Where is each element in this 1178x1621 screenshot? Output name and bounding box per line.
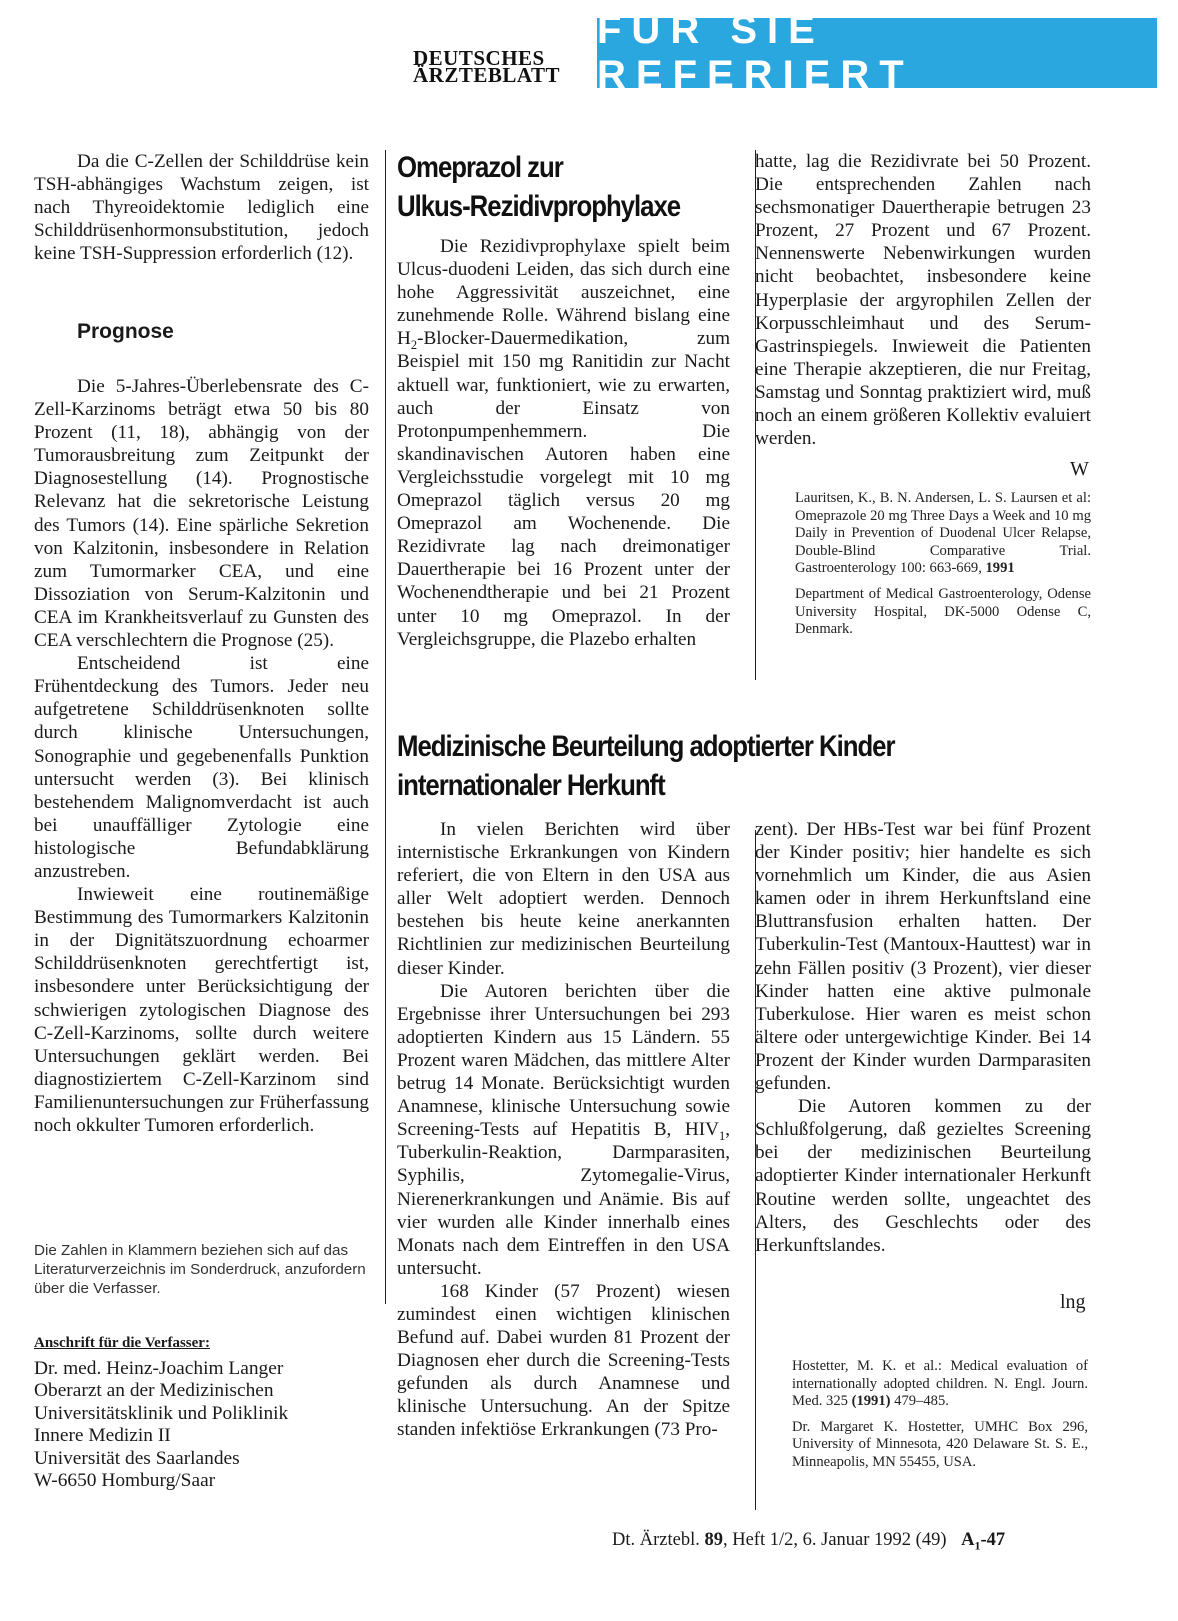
paragraph-continued: zent). Der HBs-Test war bei fünf Prozent der Kinder positiv; hier handelte es sich vornehmlich um Kinder, die aus Asien kamen oder in ihrem Herkunftsland eine Bluttransfusion erhalten hatten. Der Tuberkulin-Test (Mantoux-Hauttest) war in zehn Fällen positiv (3 Prozent), vier dieser Kinder hatten eine aktive pulmonale Tuberkulose. Hier waren es meist schon ältere oder untergewichtige Kinder. Bei 14 Prozent der Kinder wurden Darmparasiten gefunden.: [755, 819, 1091, 1095]
article1-col2: [755, 150, 1091, 450]
address-line: Innere Medizin II: [34, 1425, 171, 1447]
title-line: Omeprazol zur: [397, 151, 563, 184]
logo-line-1: DEUTSCHES: [413, 46, 545, 70]
left-body: [34, 375, 369, 1137]
article2-references: [792, 1358, 1088, 1472]
paragraph: Die 5-Jahres-Überlebensrate des C-Zell-Karzinoms beträgt etwa 50 bis 80 Prozent (11, 18), abhängig von der Tumorausbreitung zum Zeitpunkt der Diagnosestellung (14). Prognostische Relevanz hat die sekretorische Leistung des Tumors (14). Eine spärliche Sekretion von Kalzitonin, insbesondere in Relation zum Tumormarker CEA, und eine Dissoziation von Serum-Kalzitonin und CEA im Krankheitsverlauf zu Gunsten des CEA verschlechtern die Prognose (25).: [34, 376, 369, 652]
heading-prognose: Prognose: [77, 320, 174, 343]
section-banner: FÜR SIE REFERIERT: [597, 18, 1157, 88]
address-line: W-6650 Homburg/Saar: [34, 1470, 216, 1492]
paragraph: Die Autoren berichten über die Ergebnisse ihrer Untersuchungen bei 293 adoptierten Kindern aus 15 Ländern. 55 Prozent waren Mädchen, das mittlere Alter betrug 14 Monate. Berücksichtigt wurden Anamnese, klinische Untersuchung sowie Screening-Tests auf Hepatitis B, $HIV_1$, Tuberkulin-Reaktion, Darmparasiten, Syphilis, Zytomegalie-Virus, Nierenerkrankungen und Anämie. Bis auf vier wurden alle Kinder innerhalb eines Monats nach dem Eintreffen in den USA untersucht.: [397, 980, 730, 1279]
reference-address: Dr. Margaret K. Hostetter, UMHC Box 296, University of Minnesota, 420 Delaware St. S. E., Minneapolis, MN 55455, USA.: [792, 1418, 1088, 1470]
page-footer: Dt. Ärztebl. 89, Heft 1/2, 6. Januar 1992 (49) $A_1-47$: [612, 1530, 1006, 1553]
author-address: [34, 1358, 288, 1492]
paragraph: Die Rezidivprophylaxe spielt beim Ulcus-duodeni Leiden, das sich durch eine hohe Aggressivität auszeichnet, eine zunehmende Rolle. Während bislang eine $H_2-Blocker$-Dauermedikation, zum Beispiel mit 150 mg Ranitidin zur Nacht aktuell war, funktioniert, wie zu erwarten, auch der Einsatz von Protonpumpenhemmern. Die skandinavischen Autoren haben eine Vergleichsstudie vorgelegt mit 10 mg Omeprazol täglich versus 20 mg Omeprazol am Wochenende. Die Rezidivrate lag nach dreimonatiger Dauertherapie bei 16 Prozent unter der Wochenendtherapie und bei 21 Prozent unter 10 mg Omeprazol. In der Vergleichsgruppe, die Plazebo erhalten: [397, 236, 730, 650]
article1-references: [795, 490, 1091, 639]
intro-paragraph: Da die C-Zellen der Schilddrüse kein TSH-abhängiges Wachstum zeigen, ist nach Thyreoidektomie lediglich eine Schilddrüsenhormonsubstitution, jedoch keine TSH-Suppression erforderlich (12).: [34, 151, 369, 265]
reference: Hostetter, M. K. et al.: Medical evaluation of internationally adopted children. N. Engl. Journ. Med. 325 (1991) 479–485.: [792, 1358, 1088, 1410]
article1-signature: W: [1070, 458, 1089, 480]
reference: Lauritsen, K., B. N. Andersen, L. S. Laursen et al: Omeprazole 20 mg Three Days a Week and 10 mg Daily in Prevention of Duodenal Ulcer Relapse, Double-Blind Comparative Trial. Gastroenterology 100: 663-669, 1991: [795, 490, 1091, 577]
paragraph: 168 Kinder (57 Prozent) wiesen zumindest einen wichtigen klinischen Befund auf. Dabei wurden 81 Prozent der Diagnosen eher durch die Screening-Tests gefunden als durch Anamnese und klinische Untersuchung. An der Spitze standen infektiöse Erkrankungen (73 Pro-: [397, 1280, 730, 1441]
paragraph: Inwieweit eine routinemäßige Bestimmung des Tumormarkers Kalzitonin in der Dignitätszuordnung echoarmer Schilddrüsenknoten gerechtfertigt ist, insbesondere unter Berücksichtigung der schwierigen zytologischen Diagnose des C-Zell-Karzinoms, sollte durch weitere Untersuchungen geklärt werden. Bei diagnostiziertem C-Zell-Karzinom sind Familienuntersuchungen zur Früherfassung noch okkulter Tumoren erforderlich.: [34, 884, 369, 1136]
paragraph: In vielen Berichten wird über internistische Erkrankungen von Kindern referiert, die von Eltern in den USA aus aller Welt adoptiert werden. Dennoch bestehen bis heute keine anerkannten Richtlinien zur medizinischen Beurteilung dieser Kinder.: [397, 819, 730, 979]
left-intro: [34, 150, 369, 265]
title-line: Ulkus-Rezidivprophylaxe: [397, 190, 681, 223]
paragraph: Die Autoren kommen zu der Schlußfolgerung, daß gezieltes Screening bei der medizinischen Beurteilung adoptierter Kinder internationaler Herkunft Routine werden sollte, ungeachtet des Alters, des Geschlechts oder des Herkunftslandes.: [755, 1096, 1091, 1256]
article2-col2: [755, 818, 1091, 1257]
logo-line-2: ÄRZTEBLATT: [413, 63, 560, 87]
title-line: Medizinische Beurteilung adoptierter Kinder: [397, 730, 895, 763]
address-line: Universitätsklinik und Poliklinik: [34, 1402, 289, 1424]
article2-col1: [397, 818, 730, 1442]
address-label: Anschrift für die Verfasser:: [34, 1335, 210, 1351]
paragraph: Entscheidend ist eine Frühentdeckung des Tumors. Jeder neu aufgetretene Schilddrüsenknoten sollte durch klinische Untersuchungen, Sonographie und gegebenenfalls Punktion untersucht werden (3). Bei klinisch bestehendem Malignomverdacht ist auch bei unauffälliger Zytologie eine histologische Befundabklärung anzustreben.: [34, 653, 369, 882]
citation-note: Die Zahlen in Klammern beziehen sich auf das Literaturverzeichnis im Sonderdruck, anzufordern über die Verfasser.: [34, 1242, 366, 1297]
address-line: Oberarzt an der Medizinischen: [34, 1380, 274, 1402]
address-line: Universität des Saarlandes: [34, 1447, 240, 1469]
article1-title: [397, 148, 680, 226]
journal-logo: [413, 46, 585, 87]
article1-col1: [397, 235, 730, 651]
article2-title: [397, 727, 895, 805]
article2-signature: lng: [1060, 1291, 1086, 1313]
address-line: Dr. med. Heinz-Joachim Langer: [34, 1358, 284, 1379]
title-line: internationaler Herkunft: [397, 769, 665, 802]
reference-address: Department of Medical Gastroenterology, Odense University Hospital, DK-5000 Odense C, Denmark.: [795, 585, 1091, 638]
paragraph-continued: hatte, lag die Rezidivrate bei 50 Prozent. Die entsprechenden Zahlen nach sechsmonatiger Dauertherapie betrugen 23 Prozent, 27 Prozent und 67 Prozent. Nennenswerte Nebenwirkungen wurden nicht beobachtet, insbesondere keine Hyperplasie der argyrophilen Zellen der Korpusschleimhaut und des Serum-Gastrinspiegels. Inwieweit die Patienten eine Therapie akzeptieren, die nur Freitag, Samstag und Sonntag praktiziert wird, muß noch an einem größeren Kollektiv evaluiert werden.: [755, 151, 1091, 450]
column-rule-left: [385, 150, 386, 1304]
